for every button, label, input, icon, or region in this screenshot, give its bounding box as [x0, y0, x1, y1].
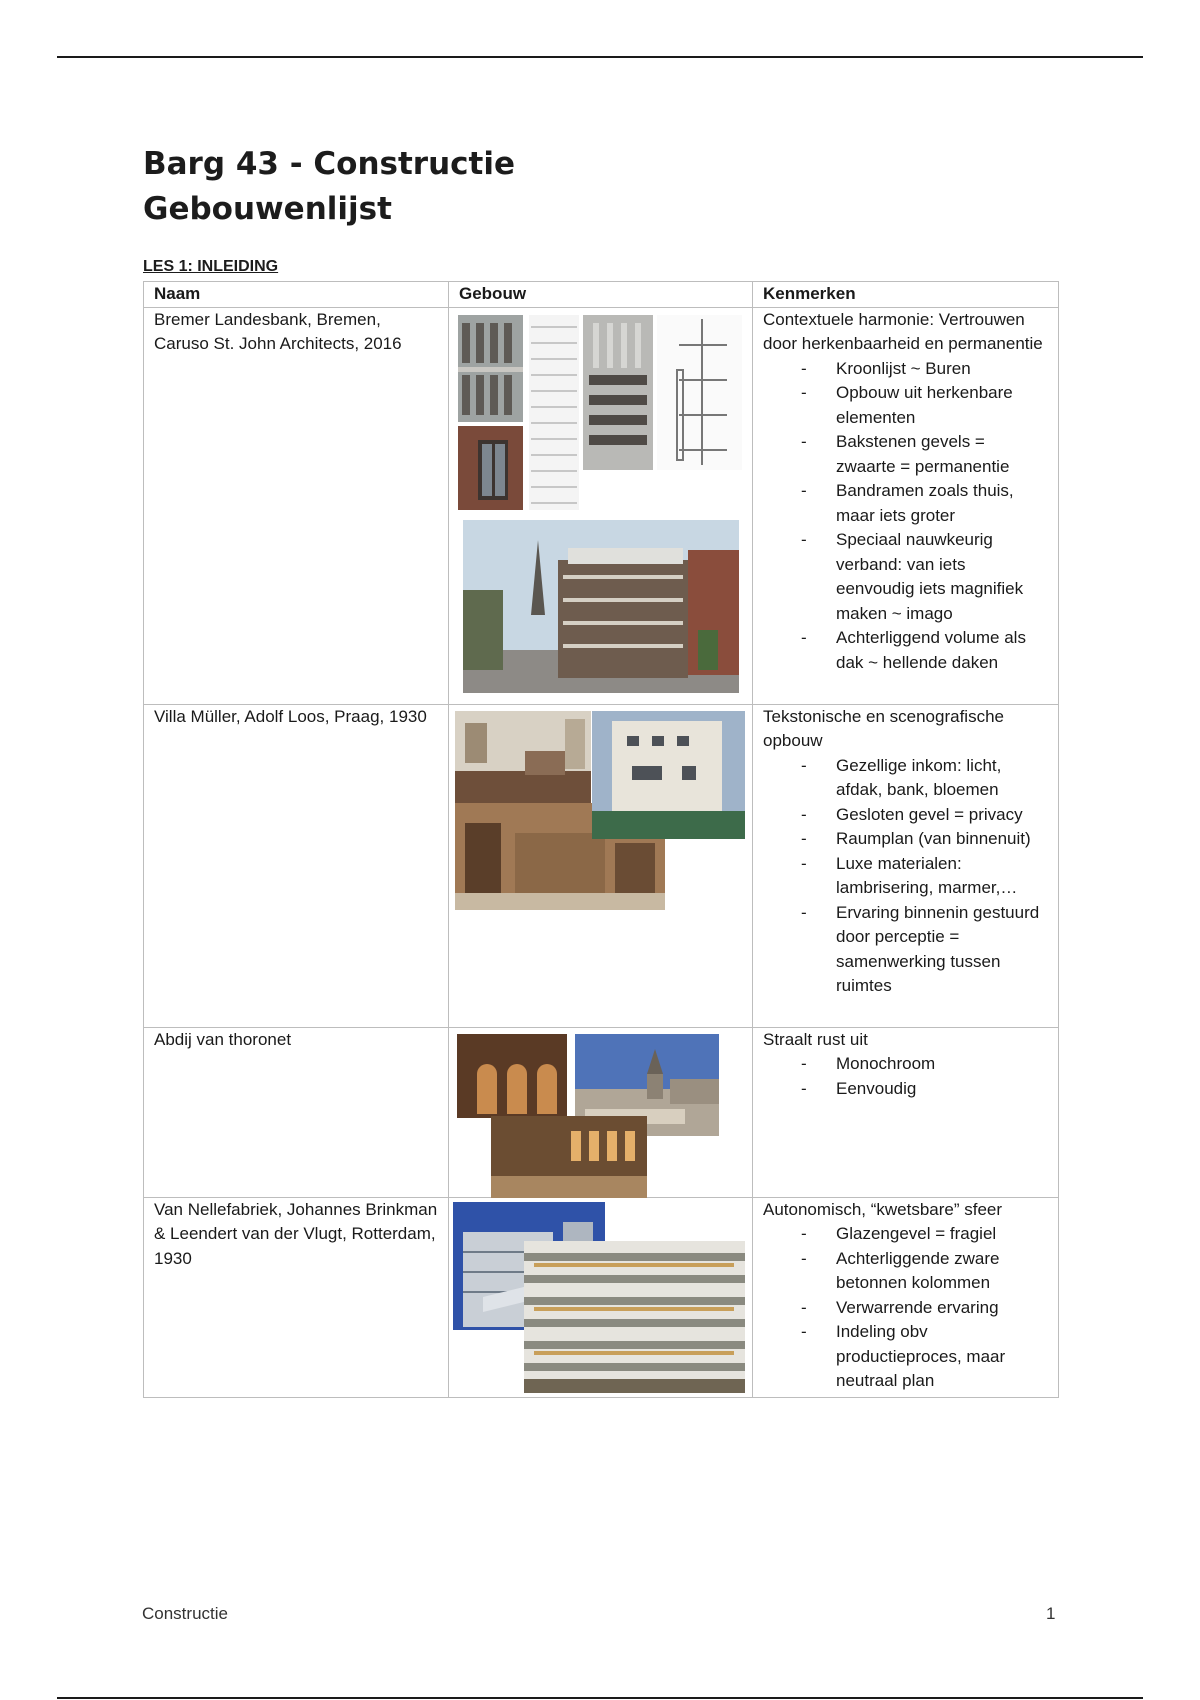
list-item: - Achterliggende zware betonnen kolommen: [836, 1247, 1048, 1296]
villa-exterior-photo: [592, 711, 745, 839]
cloister-arches-photo: [457, 1034, 567, 1118]
kenmerken-intro: Tekstonische en scenografische opbouw: [763, 706, 1004, 750]
row-images: [449, 704, 753, 1027]
row-naam: Villa Müller, Adolf Loos, Praag, 1930: [144, 704, 449, 1027]
row-kenmerken: [753, 1197, 1059, 1397]
header-gebouw: Gebouw: [449, 282, 753, 308]
list-item: - Raumplan (van binnenuit): [836, 827, 1048, 852]
row-naam: Abdij van thoronet: [144, 1027, 449, 1197]
list-item: - Speciaal nauwkeurig verband: van iets eenvoudig iets magnifiek maken ~ imago: [836, 528, 1048, 626]
title-line-2: Gebouwenlijst: [143, 191, 392, 227]
factory-facade-photo: [524, 1241, 745, 1393]
bottom-rule: [57, 1697, 1143, 1699]
facade-detail-photo: [458, 315, 523, 422]
list-item: - Gesloten gevel = privacy: [836, 803, 1048, 828]
row-naam: Van Nellefabriek, Johannes Brinkman & Leendert van der Vlugt, Rotterdam, 1930: [144, 1197, 449, 1397]
brick-window-photo: [458, 426, 523, 510]
kenmerken-intro: Straalt rust uit: [763, 1029, 868, 1049]
row-images: [449, 307, 753, 704]
row-kenmerken: [753, 704, 1059, 1027]
kenmerken-list: [763, 357, 1048, 676]
section-drawing: [657, 315, 742, 470]
kenmerken-list: [763, 754, 1048, 999]
list-item: - Verwarrende ervaring: [836, 1296, 1048, 1321]
list-item: - Achterliggend volume als dak ~ hellende daken: [836, 626, 1048, 675]
footer-label: Constructie: [142, 1604, 228, 1623]
facade-model-photo: [583, 315, 653, 470]
list-item: - Gezellige inkom: licht, afdak, bank, bloemen: [836, 754, 1048, 803]
header-naam: Naam: [144, 282, 449, 308]
row-kenmerken: [753, 1027, 1059, 1197]
title-line-1: Barg 43 - Constructie: [143, 146, 515, 182]
row-kenmerken: [753, 307, 1059, 704]
section-heading: LES 1: INLEIDING: [143, 258, 279, 275]
list-item: - Glazengevel = fragiel: [836, 1222, 1048, 1247]
row-naam: Bremer Landesbank, Bremen, Caruso St. John Architects, 2016: [144, 307, 449, 704]
bank-building-photo: [463, 520, 739, 693]
living-room-photo: [455, 711, 591, 803]
row-images: [449, 1027, 753, 1197]
list-item: - Bandramen zoals thuis, maar iets groter: [836, 479, 1048, 528]
kenmerken-list: [763, 1052, 1048, 1101]
page-number: 1: [1046, 1604, 1056, 1623]
cloister-corridor-photo: [491, 1116, 647, 1198]
kenmerken-intro: Contextuele harmonie: Vertrouwen door herkenbaarheid en permanentie: [763, 309, 1043, 353]
elevation-drawing: [529, 315, 579, 510]
list-item: - Indeling obv productieproces, maar neutraal plan: [836, 1320, 1048, 1394]
header-kenmerken: Kenmerken: [753, 282, 1059, 308]
list-item: - Opbouw uit herkenbare elementen: [836, 381, 1048, 430]
table-row: [144, 1197, 1059, 1397]
list-item: - Kroonlijst ~ Buren: [836, 357, 1048, 382]
list-item: - Luxe materialen: lambrisering, marmer,…: [836, 852, 1048, 901]
document-title: [143, 142, 515, 232]
list-item: - Eenvoudig: [836, 1077, 1048, 1102]
list-item: - Ervaring binnenin gestuurd door perceptie = samenwerking tussen ruimtes: [836, 901, 1048, 999]
kenmerken-list: [763, 1222, 1048, 1394]
row-images: [449, 1197, 753, 1397]
kenmerken-intro: Autonomisch, “kwetsbare” sfeer: [763, 1199, 1003, 1219]
top-rule: [57, 56, 1143, 58]
list-item: - Bakstenen gevels = zwaarte = permanentie: [836, 430, 1048, 479]
buildings-table: [143, 281, 1059, 1398]
table-row: [144, 1027, 1059, 1197]
list-item: - Monochroom: [836, 1052, 1048, 1077]
table-row: [144, 307, 1059, 704]
table-header-row: [144, 282, 1059, 308]
table-row: [144, 704, 1059, 1027]
